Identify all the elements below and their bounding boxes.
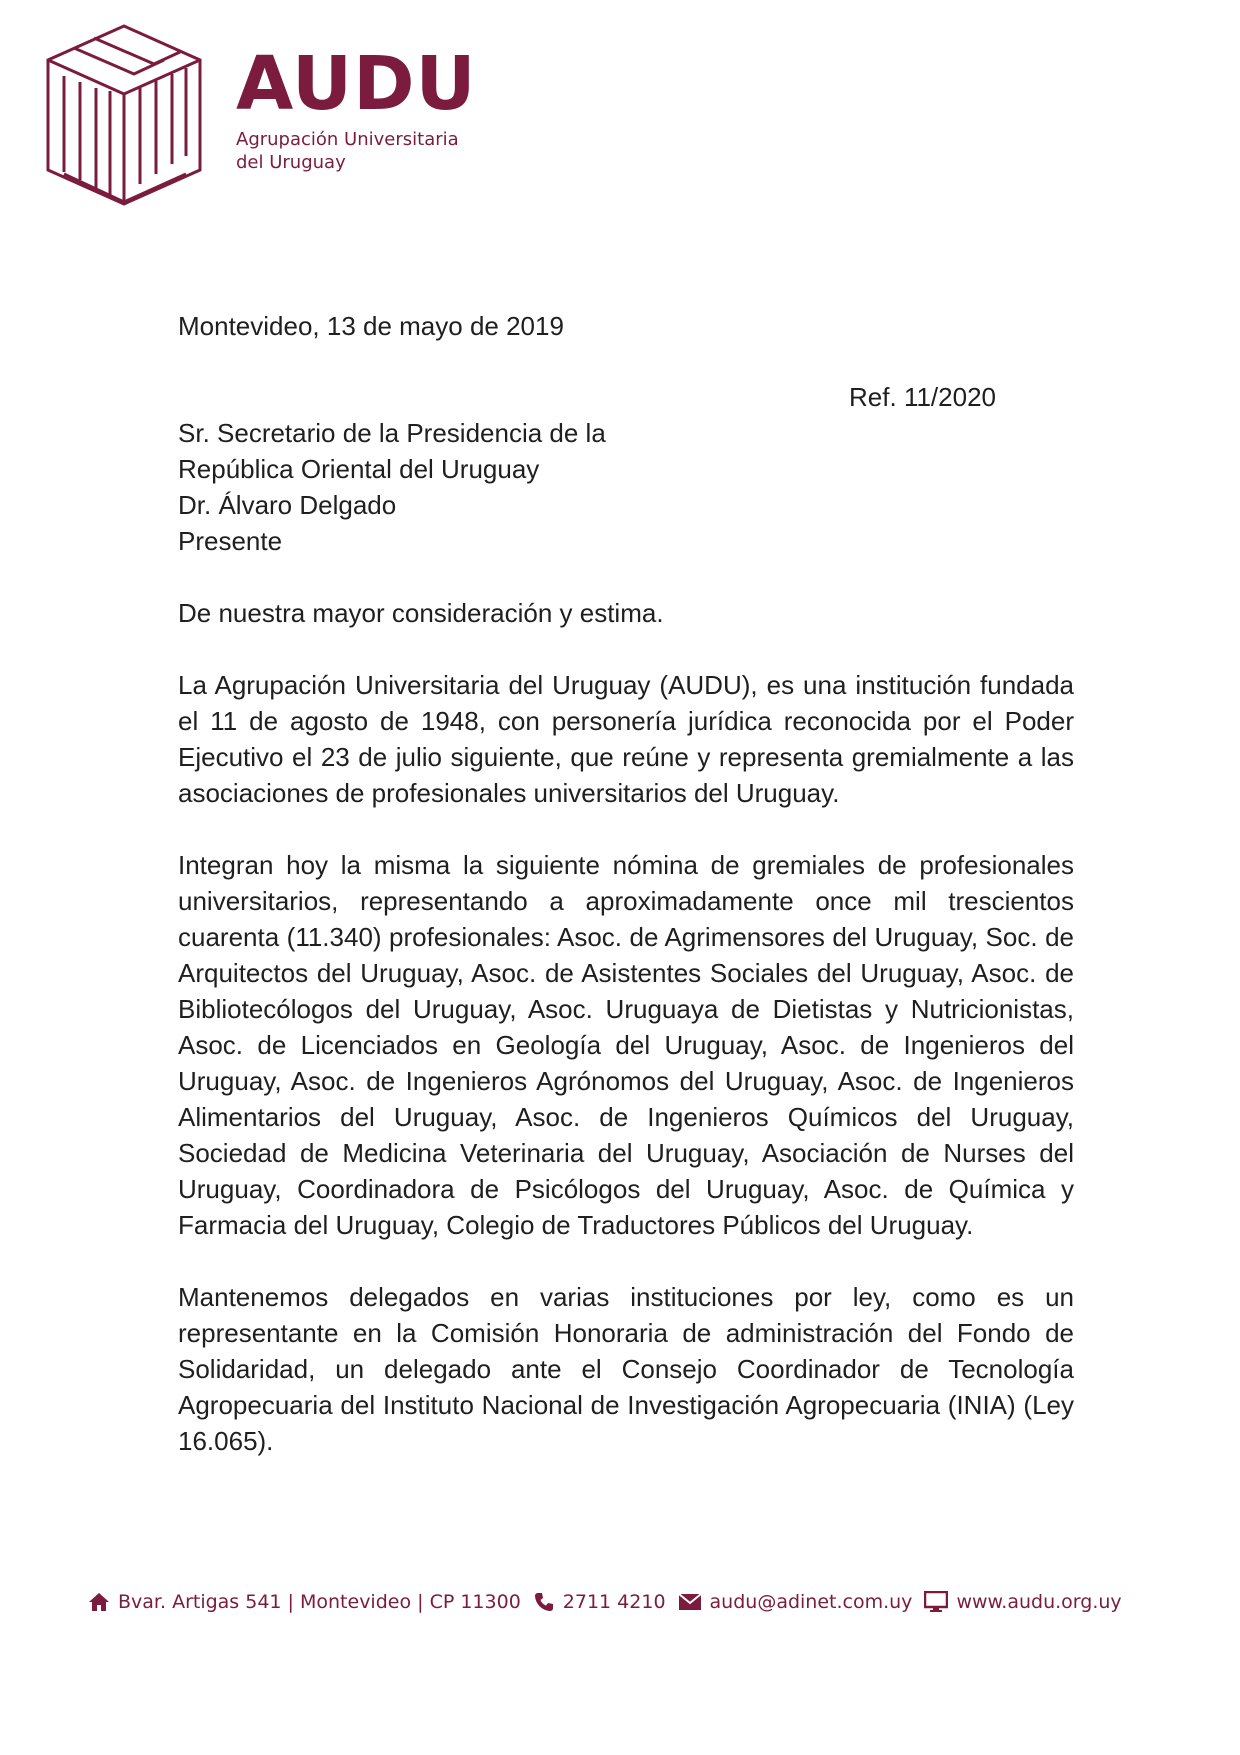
letterhead-footer bbox=[88, 1584, 1168, 1620]
house-icon bbox=[88, 1591, 110, 1613]
phone-icon bbox=[533, 1591, 555, 1613]
brand-subtitle-line2: del Uruguay bbox=[236, 152, 346, 173]
letter-paragraph: Mantenemos delegados en varias instituciones por ley, como es un representante en la Comisión Honoraria de administración del Fondo de Solidaridad, un delegado ante el Consejo Coordinador de Tecnología Agropecuaria del Instituto Nacional de Investigación Agropecuaria (INIA) (Ley 16.065). bbox=[178, 1282, 1074, 1456]
audu-logo-icon bbox=[44, 24, 204, 206]
addressee-line: Sr. Secretario de la Presidencia de la bbox=[178, 418, 606, 448]
addressee-line: Dr. Álvaro Delgado bbox=[178, 490, 397, 520]
letter-greeting: De nuestra mayor consideración y estima. bbox=[178, 598, 664, 628]
brand-name: AUDU bbox=[236, 41, 477, 127]
letter-date: Montevideo, 13 de mayo de 2019 bbox=[178, 311, 564, 341]
footer-email: audu@adinet.com.uy bbox=[709, 1591, 913, 1613]
brand-subtitle-line1: Agrupación Universitaria bbox=[236, 129, 459, 150]
footer-phone: 2711 4210 bbox=[562, 1591, 666, 1613]
letter-paragraph: La Agrupación Universitaria del Uruguay (AUDU), es una institución fundada el 11 de agosto de 1948, con personería jurídica reconocida por el Poder Ejecutivo el 23 de julio siguiente, que reúne y representa gremialmente a las asociaciones de profesionales universitarios del Uruguay. bbox=[178, 670, 1074, 808]
letter-body bbox=[178, 308, 1074, 1495]
addressee-line: República Oriental del Uruguay bbox=[178, 454, 540, 484]
envelope-icon bbox=[678, 1593, 702, 1611]
addressee-block bbox=[178, 415, 1074, 559]
brand-subtitle bbox=[236, 128, 536, 174]
footer-address: Bvar. Artigas 541 | Montevideo | CP 11300 bbox=[118, 1591, 521, 1613]
footer-website: www.audu.org.uy bbox=[956, 1591, 1122, 1613]
addressee-line: Presente bbox=[178, 526, 283, 556]
monitor-icon bbox=[924, 1591, 948, 1613]
letter-reference: Ref. 11/2020 bbox=[849, 382, 996, 412]
letter-paragraph: Integran hoy la misma la siguiente nómina de gremiales de profesionales universitarios, representando a aproximadamente once mil trescientos cuarenta (11.340) profesionales: Asoc. de Agrimensores del Uruguay, Soc. de Arquitectos del Uruguay, Asoc. de Asistentes Sociales del Uruguay, Asoc. de Bibliotecólogos del Uruguay, Asoc. Uruguaya de Dietistas y Nutricionistas, Asoc. de Licenciados en Geología del Uruguay, Asoc. de Ingenieros del Uruguay, Asoc. de Ingenieros Agrónomos del Uruguay, Asoc. de Ingenieros Alimentarios del Uruguay, Asoc. de Ingenieros Químicos del Uruguay, Sociedad de Medicina Veterinaria del Uruguay, Asociación de Nurses del Uruguay, Coordinadora de Psicólogos del Uruguay, Asoc. de Química y Farmacia del Uruguay, Colegio de Traductores Públicos del Uruguay. bbox=[178, 850, 1074, 1240]
